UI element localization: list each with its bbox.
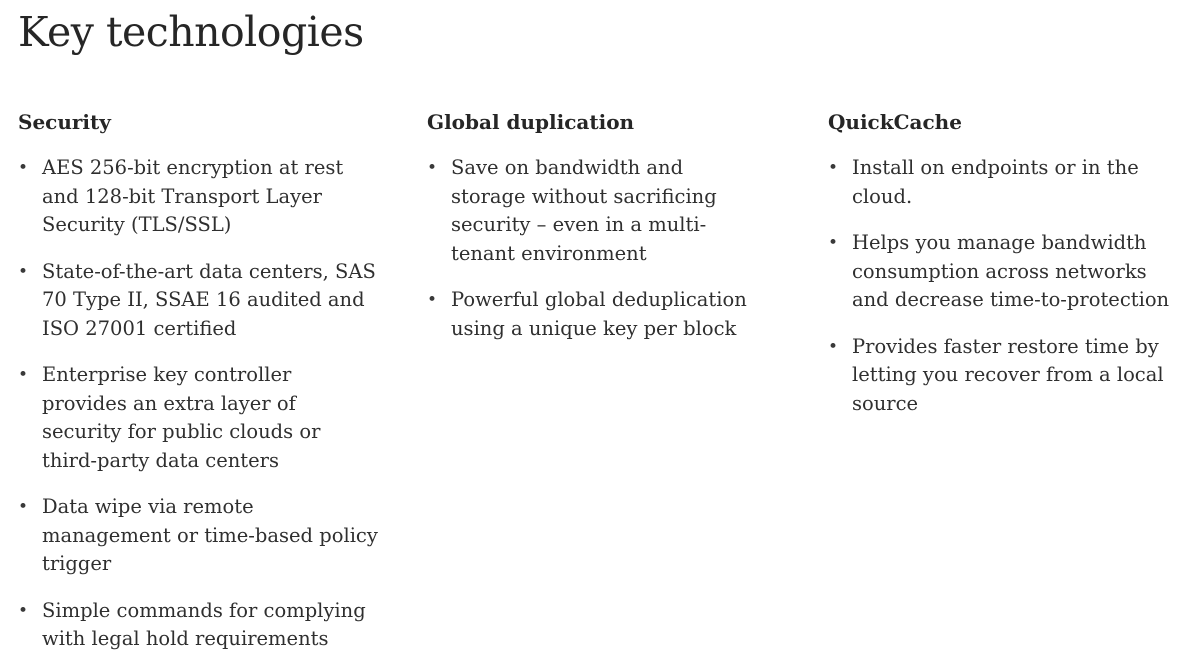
page-title: Key technologies <box>18 8 364 56</box>
quickcache-list <box>828 154 1180 418</box>
list-item-text: Helps you manage bandwidth consumption across networks and decrease time-to-protection <box>852 231 1170 311</box>
list-item-text: Simple commands for complying with legal hold requirements <box>42 598 366 650</box>
bullet-icon: • <box>18 158 29 178</box>
security-heading: Security <box>18 110 111 134</box>
dedupe-list <box>427 154 757 343</box>
list-item <box>18 154 378 240</box>
security-column <box>18 108 378 672</box>
bullet-icon: • <box>828 336 839 357</box>
list-item-text: Enterprise key controller provides an extra layer of security for public clouds or third-party data centers <box>42 363 321 472</box>
list-item <box>828 333 1180 419</box>
bullet-icon: • <box>18 365 29 385</box>
bullet-icon: • <box>427 158 438 178</box>
list-item <box>427 154 757 268</box>
list-item <box>18 258 378 344</box>
list-item-text: Data wipe via remote management or time-based policy trigger <box>42 495 378 575</box>
list-item-text: Powerful global deduplication using a unique key per block <box>451 288 747 340</box>
dedupe-heading: Global duplication <box>427 110 635 134</box>
list-item-text: State-of-the-art data centers, SAS 70 Type II, SSAE 16 audited and ISO 27001 certified <box>42 259 376 340</box>
list-item-text: Save on bandwidth and storage without sacrificing security – even in a multi-tenant environment <box>451 156 717 265</box>
list-item <box>828 154 1180 211</box>
bullet-icon: • <box>18 600 29 621</box>
list-item-text: Provides faster restore time by letting you recover from a local source <box>852 334 1164 415</box>
bullet-icon: • <box>828 233 839 253</box>
bullet-icon: • <box>18 497 29 517</box>
list-item-text: AES 256-bit encryption at rest and 128-bit Transport Layer Security (TLS/SSL) <box>42 156 344 236</box>
dedupe-column <box>427 108 757 361</box>
bullet-icon: • <box>18 261 29 282</box>
list-item <box>18 597 378 654</box>
security-list <box>18 154 378 654</box>
quickcache-column <box>828 108 1180 436</box>
quickcache-heading: QuickCache <box>828 110 962 134</box>
bullet-icon: • <box>427 290 438 310</box>
bullet-icon: • <box>828 158 839 178</box>
list-item <box>18 361 378 475</box>
list-item <box>18 493 378 579</box>
list-item <box>427 286 757 343</box>
list-item <box>828 229 1180 315</box>
list-item-text: Install on endpoints or in the cloud. <box>852 156 1139 208</box>
